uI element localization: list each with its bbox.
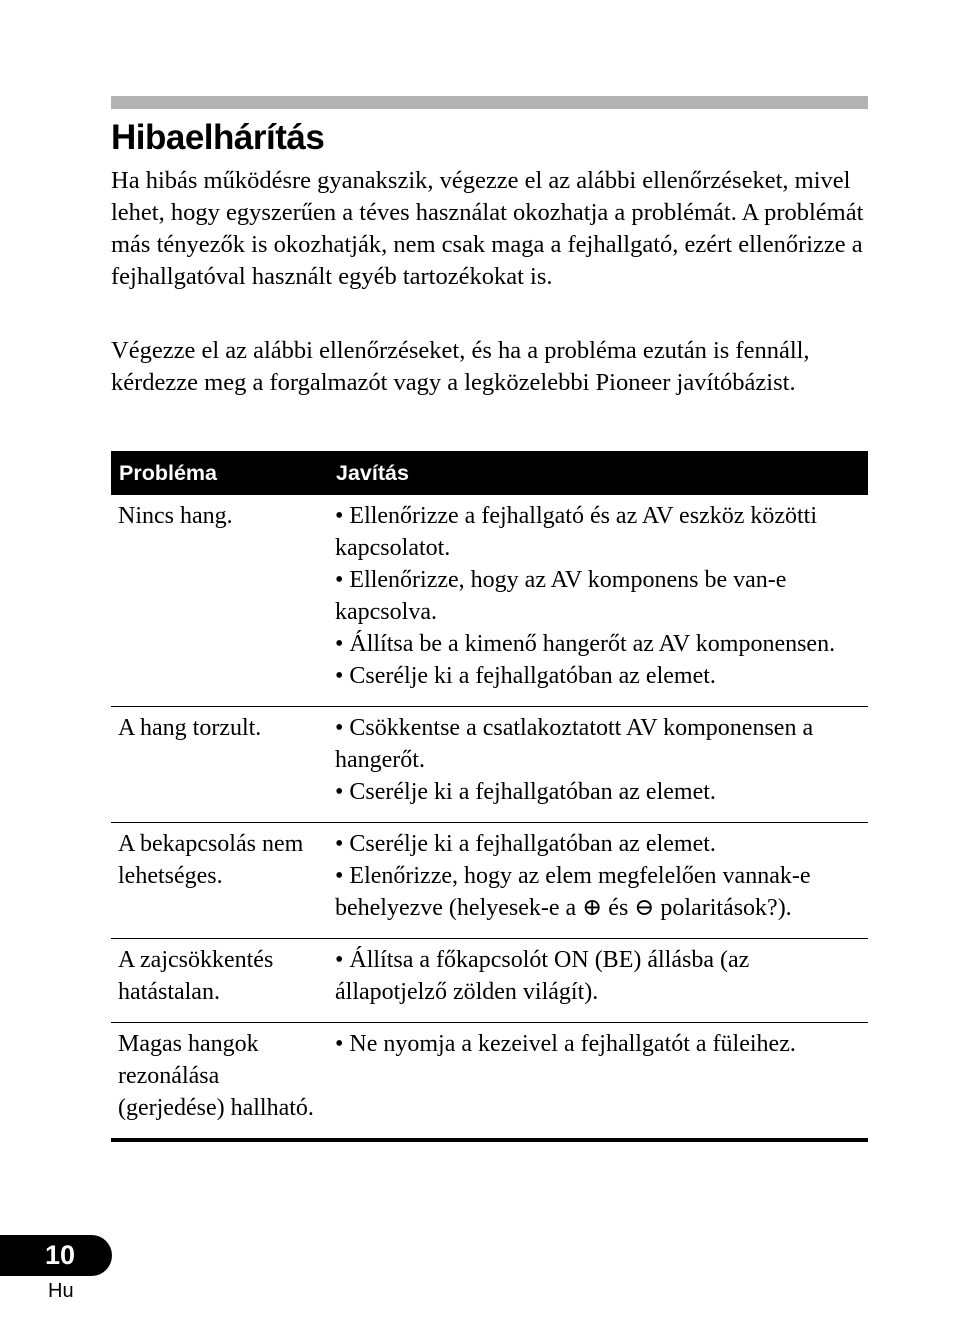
fix-item: • Ne nyomja a kezeivel a fejhallgatót a füleihez. [335, 1031, 796, 1057]
page-number-badge: 10 [0, 1235, 112, 1276]
fix-item: • Ellenőrizze a fejhallgató és az AV eszköz közötti kapcsolatot. [335, 503, 818, 561]
problem-cell: Nincs hang. [118, 503, 233, 529]
fix-cell [328, 1023, 868, 1141]
problem-cell: A bekapcsolás nem lehetséges. [111, 823, 328, 939]
table-header-row [111, 451, 868, 495]
problem-cell: A zajcsökkentés hatástalan. [111, 939, 328, 1023]
table-row [111, 495, 868, 707]
problem-cell: A hang torzult. [111, 707, 328, 823]
page-title: Hibaelhárítás [111, 118, 325, 157]
troubleshooting-table [111, 451, 868, 1142]
section-header-bar [111, 96, 868, 109]
table-row [111, 939, 868, 1023]
fix-cell [328, 823, 868, 939]
intro-paragraph: Ha hibás működésre gyanakszik, végezze el az alábbi ellenőrzéseket, mivel lehet, hogy egyszerűen a téves használat okozhatja a problémát. A problémát más tényezők is okozhatják, nem csak maga a fejhallgató, ezért ellenőrizze a fejhallgatóval használt egyéb tartozékokat is. [111, 167, 864, 290]
fix-item: • Ellenőrizze, hogy az AV komponens be van-e kapcsolva. [335, 567, 787, 625]
fix-item: • Csökkentse a csatlakoztatott AV komponensen a hangerőt. [335, 715, 814, 773]
fix-item: • Elenőrizze, hogy az elem megfelelően vannak-e behelyezve (helyesek-e a ⊕ és ⊖ polaritások?). [335, 863, 811, 921]
fix-item: • Állítsa be a kimenő hangerőt az AV komponensen. [335, 631, 836, 657]
fix-item: • Állítsa a főkapcsolót ON (BE) állásba (az állapotjelző zölden világít). [335, 947, 750, 1005]
fix-item: • Cserélje ki a fejhallgatóban az elemet. [335, 831, 716, 857]
fix-cell [328, 495, 868, 707]
table-row [111, 1023, 868, 1141]
instruction-paragraph: Végezze el az alábbi ellenőrzéseket, és ha a probléma ezután is fennáll, kérdezze meg a forgalmazót vagy a legközelebbi Pioneer javítóbázist. [111, 337, 810, 396]
header-fix: Javítás [328, 451, 868, 495]
language-code: Hu [48, 1280, 74, 1302]
table-row [111, 823, 868, 939]
fix-item: • Cserélje ki a fejhallgatóban az elemet. [335, 779, 716, 805]
table-row [111, 707, 868, 823]
header-problem: Probléma [111, 451, 328, 495]
fix-cell [328, 939, 868, 1023]
fix-item: • Cserélje ki a fejhallgatóban az elemet. [335, 663, 716, 689]
problem-cell: Magas hangok rezonálása (gerjedése) hallható. [111, 1023, 328, 1141]
fix-cell [328, 707, 868, 823]
